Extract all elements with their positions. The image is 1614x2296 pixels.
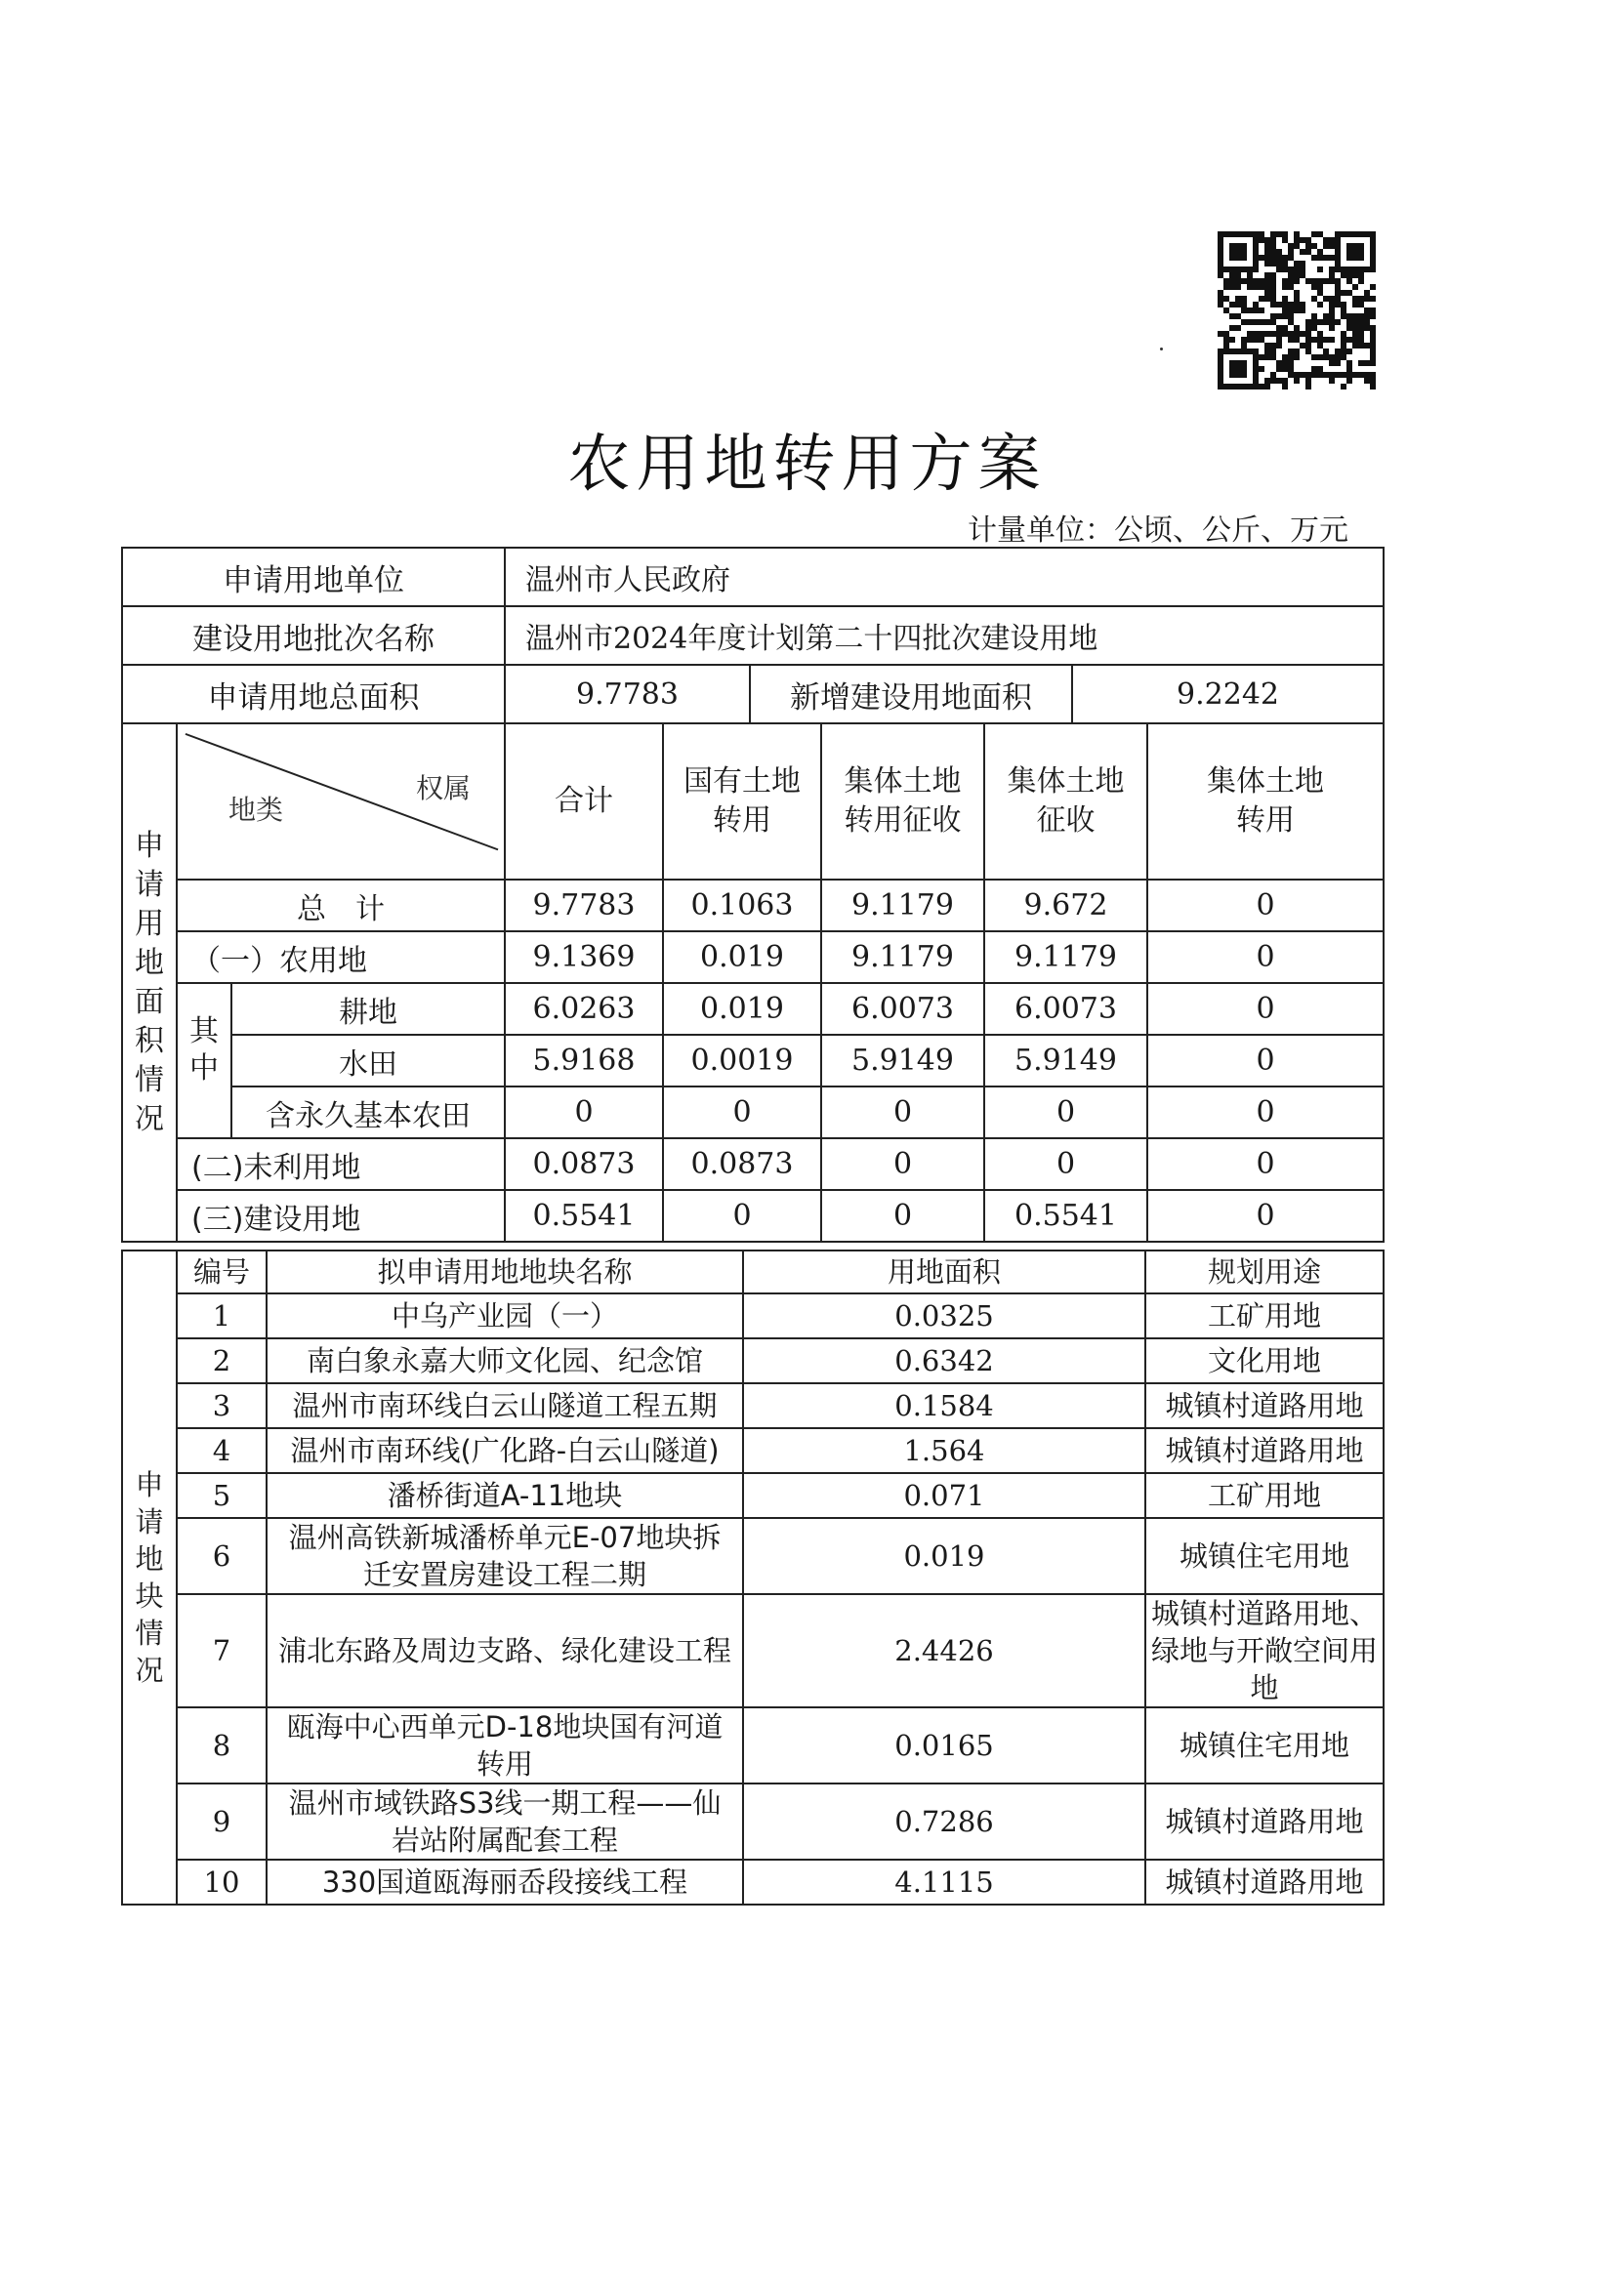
parcel-area: 0.019 <box>743 1518 1145 1594</box>
parcel-area: 1.564 <box>743 1428 1145 1473</box>
area-section-char: 情 <box>135 1062 164 1097</box>
parcel-no: 7 <box>177 1594 267 1707</box>
parcel-use <box>1145 1860 1384 1905</box>
area-section-char: 地 <box>135 945 164 980</box>
parcels-section-char: 块 <box>135 1579 164 1613</box>
header-no: 编号 <box>177 1250 267 1293</box>
parcel-use <box>1145 1428 1384 1473</box>
col-header-coll-conv-req <box>821 723 984 880</box>
parcel-row <box>122 1860 1384 1905</box>
parcel-area: 0.071 <box>743 1473 1145 1518</box>
col-ccr-l2: 转用征收 <box>844 803 962 838</box>
cell: 0 <box>821 1086 984 1138</box>
applicant-label: 申请用地单位 <box>122 548 505 606</box>
area-section-char: 积 <box>135 1023 164 1058</box>
parcel-use-line: 城镇村道路用地、 <box>1150 1597 1378 1630</box>
cell: 6.0073 <box>821 983 984 1035</box>
cell: 0.019 <box>663 983 821 1035</box>
header-name: 拟申请用地地块名称 <box>267 1250 743 1293</box>
parcel-name <box>267 1428 743 1473</box>
parcel-name-line: 温州高铁新城潘桥单元E-07地块拆 <box>288 1521 722 1554</box>
parcel-no: 4 <box>177 1428 267 1473</box>
header-area: 用地面积 <box>743 1250 1145 1293</box>
parcel-name <box>267 1594 743 1707</box>
parcel-name <box>267 1293 743 1338</box>
area-section-char: 面 <box>135 984 164 1019</box>
batch-label: 建设用地批次名称 <box>122 606 505 665</box>
parcel-use-line: 工矿用地 <box>1207 1299 1321 1332</box>
parcel-name-line: 潘桥街道A-11地块 <box>387 1479 623 1512</box>
parcel-name-line: 330国道瓯海丽岙段接线工程 <box>321 1866 688 1899</box>
parcel-no: 5 <box>177 1473 267 1518</box>
parcel-no: 10 <box>177 1860 267 1905</box>
area-section-char: 申 <box>135 828 164 863</box>
parcel-use-line: 城镇住宅用地 <box>1179 1729 1349 1762</box>
col-cr-l2: 征收 <box>1036 803 1096 838</box>
header-table <box>121 547 1385 724</box>
cell: 9.672 <box>984 880 1147 931</box>
batch-value: 温州市2024年度计划第二十四批次建设用地 <box>505 606 1384 665</box>
parcel-name-line: 南白象永嘉大师文化园、纪念馆 <box>306 1344 703 1377</box>
parcel-no: 8 <box>177 1707 267 1784</box>
cell: 9.1369 <box>505 931 663 983</box>
cell: 9.7783 <box>505 880 663 931</box>
parcel-area: 0.6342 <box>743 1338 1145 1383</box>
cell: 0 <box>984 1086 1147 1138</box>
parcels-section-char: 况 <box>135 1654 164 1687</box>
parcels-section-char: 申 <box>135 1468 164 1501</box>
cell: 0.0873 <box>663 1138 821 1190</box>
area-section-label <box>122 723 177 1242</box>
parcel-use-line: 工矿用地 <box>1207 1479 1321 1512</box>
area-section-char: 用 <box>135 906 164 941</box>
parcel-use-line: 城镇村道路用地 <box>1165 1866 1364 1899</box>
units-note: 计量单位：公顷、公斤、万元 <box>968 513 1348 548</box>
cell: 6.0263 <box>505 983 663 1035</box>
cell: 0 <box>1147 983 1384 1035</box>
row-label: 总 计 <box>177 880 505 931</box>
parcels-section-char: 情 <box>135 1617 164 1650</box>
parcels-table <box>121 1250 1385 1906</box>
parcel-row <box>122 1383 1384 1428</box>
parcels-section-char: 地 <box>135 1542 164 1576</box>
cell: 0.0019 <box>663 1035 821 1086</box>
cell: 5.9168 <box>505 1035 663 1086</box>
parcel-area: 0.1584 <box>743 1383 1145 1428</box>
parcel-area: 2.4426 <box>743 1594 1145 1707</box>
row-unused <box>122 1138 1384 1190</box>
col-cr-l1: 集体土地 <box>1007 764 1125 799</box>
cell: 0 <box>1147 880 1384 931</box>
cell: 0 <box>663 1086 821 1138</box>
total-area-label: 申请用地总面积 <box>122 665 505 723</box>
parcel-name <box>267 1473 743 1518</box>
parcel-name <box>267 1784 743 1860</box>
cell: 0.019 <box>663 931 821 983</box>
parcel-use-line: 文化用地 <box>1207 1344 1321 1377</box>
col-ccr-l1: 集体土地 <box>844 764 962 799</box>
cell: 0.0873 <box>505 1138 663 1190</box>
cell: 0 <box>1147 1086 1384 1138</box>
parcel-name-line: 转用 <box>476 1747 533 1781</box>
parcel-use <box>1145 1784 1384 1860</box>
row-construction <box>122 1190 1384 1242</box>
parcel-name-line: 瓯海中心西单元D-18地块国有河道 <box>286 1710 724 1743</box>
parcel-row <box>122 1707 1384 1784</box>
parcel-use-line: 城镇村道路用地 <box>1165 1805 1364 1838</box>
parcel-use <box>1145 1383 1384 1428</box>
parcel-use <box>1145 1594 1384 1707</box>
diag-col-label: 权属 <box>415 772 471 804</box>
cell: 0 <box>821 1190 984 1242</box>
parcel-row <box>122 1473 1384 1518</box>
qr-code <box>1218 231 1376 390</box>
new-area-label: 新增建设用地面积 <box>750 665 1072 723</box>
qizhong-label <box>177 983 231 1138</box>
parcel-row <box>122 1428 1384 1473</box>
col-header-total <box>505 723 663 880</box>
parcel-name <box>267 1518 743 1594</box>
row-total <box>122 880 1384 931</box>
parcel-name-line: 温州市南环线(广化路-白云山隧道) <box>290 1434 720 1467</box>
diagonal-header <box>177 723 505 880</box>
parcel-name <box>267 1707 743 1784</box>
row-agri <box>122 931 1384 983</box>
col-state-l1: 国有土地 <box>683 764 801 799</box>
col-state-l2: 转用 <box>713 803 771 838</box>
parcel-no: 2 <box>177 1338 267 1383</box>
parcel-row <box>122 1518 1384 1594</box>
col-header-coll-req <box>984 723 1147 880</box>
row-label: （一）农用地 <box>177 931 505 983</box>
qz1: 其 <box>189 1014 219 1048</box>
applicant-value: 温州市人民政府 <box>505 548 1384 606</box>
parcel-row <box>122 1594 1384 1707</box>
parcel-no: 6 <box>177 1518 267 1594</box>
parcel-name <box>267 1383 743 1428</box>
row-label: (二)未利用地 <box>177 1138 505 1190</box>
parcel-use <box>1145 1707 1384 1784</box>
cell: 0 <box>663 1190 821 1242</box>
cell: 5.9149 <box>984 1035 1147 1086</box>
cell: 0.5541 <box>984 1190 1147 1242</box>
header-use: 规划用途 <box>1145 1250 1384 1293</box>
cell: 0 <box>1147 1190 1384 1242</box>
parcel-use <box>1145 1473 1384 1518</box>
cell: 9.1179 <box>821 931 984 983</box>
parcel-area: 0.7286 <box>743 1784 1145 1860</box>
row-cultivated <box>122 983 1384 1035</box>
parcel-area: 0.0165 <box>743 1707 1145 1784</box>
col-cc-l2: 转用 <box>1236 803 1295 838</box>
col-total-l1: 合计 <box>555 784 613 818</box>
cell: 0 <box>505 1086 663 1138</box>
page-title: 农用地转用方案 <box>567 429 1047 501</box>
cell: 0 <box>1147 1138 1384 1190</box>
parcels-section-char: 请 <box>135 1505 164 1538</box>
area-section-char: 请 <box>135 867 164 902</box>
parcels-section-label <box>122 1250 177 1905</box>
parcel-area: 4.1115 <box>743 1860 1145 1905</box>
col-cc-l1: 集体土地 <box>1207 764 1324 799</box>
parcel-row <box>122 1338 1384 1383</box>
cell: 9.1179 <box>821 880 984 931</box>
cell: 0 <box>1147 931 1384 983</box>
parcel-name-line: 温州市域铁路S3线一期工程——仙 <box>288 1786 722 1820</box>
parcel-area: 0.0325 <box>743 1293 1145 1338</box>
parcel-name-line: 迁安置房建设工程二期 <box>362 1558 646 1591</box>
parcel-no: 3 <box>177 1383 267 1428</box>
row-paddy <box>122 1035 1384 1086</box>
parcel-name-line: 浦北东路及周边支路、绿化建设工程 <box>277 1634 731 1667</box>
area-table <box>121 722 1385 1243</box>
parcel-no: 9 <box>177 1784 267 1860</box>
total-area-value: 9.7783 <box>505 665 750 723</box>
parcel-use-line: 城镇村道路用地 <box>1165 1434 1364 1467</box>
cell: 0 <box>821 1138 984 1190</box>
new-area-value: 9.2242 <box>1072 665 1384 723</box>
row-label: 耕地 <box>231 983 505 1035</box>
parcel-row <box>122 1293 1384 1338</box>
parcel-use-line: 绿地与开敞空间用 <box>1150 1634 1378 1667</box>
row-label: 水田 <box>231 1035 505 1086</box>
parcel-use <box>1145 1293 1384 1338</box>
qz2: 中 <box>189 1051 219 1086</box>
speck <box>1160 348 1163 350</box>
row-label: (三)建设用地 <box>177 1190 505 1242</box>
area-section-char: 况 <box>135 1101 164 1136</box>
cell: 0 <box>984 1138 1147 1190</box>
parcel-use-line: 地 <box>1250 1671 1279 1704</box>
cell: 0 <box>1147 1035 1384 1086</box>
cell: 9.1179 <box>984 931 1147 983</box>
col-header-coll-conv <box>1147 723 1384 880</box>
parcel-name-line: 岩站附属配套工程 <box>391 1824 618 1857</box>
parcel-use-line: 城镇村道路用地 <box>1165 1389 1364 1422</box>
cell: 6.0073 <box>984 983 1147 1035</box>
parcel-no: 1 <box>177 1293 267 1338</box>
parcel-use <box>1145 1518 1384 1594</box>
parcel-name-line: 温州市南环线白云山隧道工程五期 <box>292 1389 718 1422</box>
parcel-name <box>267 1338 743 1383</box>
parcel-name <box>267 1860 743 1905</box>
parcel-row <box>122 1784 1384 1860</box>
parcel-name-line: 中乌产业园（一） <box>391 1299 618 1332</box>
diag-row-label: 地类 <box>228 794 284 826</box>
row-label: 含永久基本农田 <box>231 1086 505 1138</box>
cell: 0.1063 <box>663 880 821 931</box>
cell: 0.5541 <box>505 1190 663 1242</box>
row-permanent <box>122 1086 1384 1138</box>
col-header-state <box>663 723 821 880</box>
parcel-use <box>1145 1338 1384 1383</box>
cell: 5.9149 <box>821 1035 984 1086</box>
parcel-use-line: 城镇住宅用地 <box>1179 1539 1349 1573</box>
parcels-header-row <box>122 1250 1384 1293</box>
